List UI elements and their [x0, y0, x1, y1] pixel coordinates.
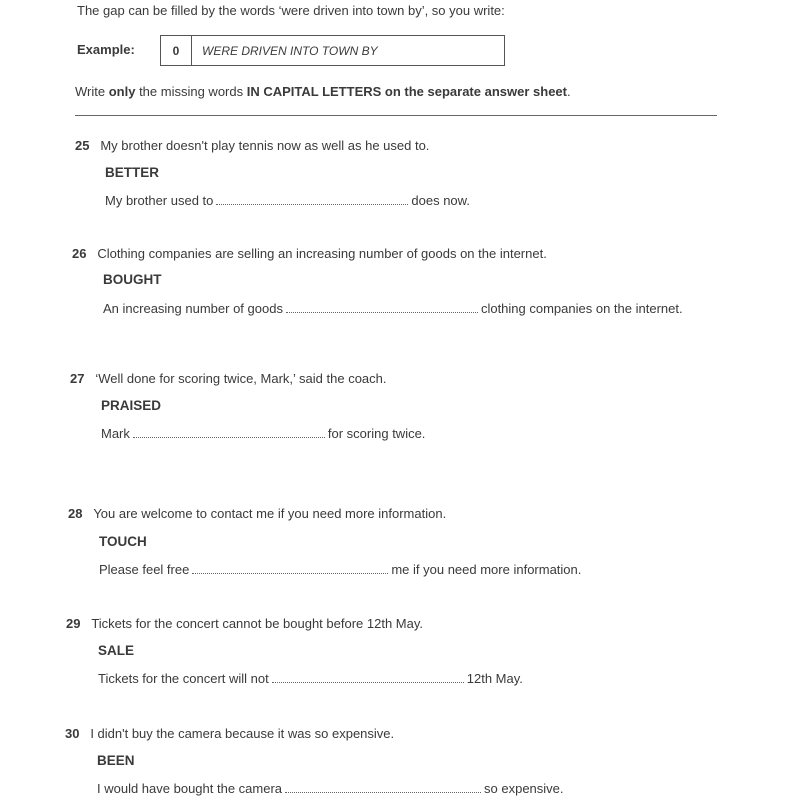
- intro-text: The gap can be filled by the words ‘were driven into town by’, so you write:: [77, 3, 505, 18]
- keyword: SALE: [98, 643, 135, 658]
- example-label: Example:: [77, 42, 135, 57]
- question-26: [72, 246, 547, 261]
- answer-line: I would have bought the camera so expensive.: [97, 781, 564, 796]
- question-29: [66, 616, 423, 631]
- keyword: BETTER: [105, 165, 159, 180]
- answer-gap: [216, 194, 408, 205]
- answer-line: My brother used to does now.: [105, 193, 470, 208]
- divider: [75, 115, 717, 116]
- answer-line: Tickets for the concert will not 12th May.: [98, 671, 523, 686]
- example-number: 0: [161, 36, 192, 65]
- answer-gap: [285, 782, 481, 793]
- instruction-text: Write only the missing words IN CAPITAL LETTERS on the separate answer sheet.: [75, 84, 571, 99]
- answer-gap: [133, 427, 325, 438]
- question-28: [68, 506, 446, 521]
- example-box: [160, 35, 505, 66]
- question-number: 25: [75, 138, 90, 153]
- question-sentence: ‘Well done for scoring twice, Mark,’ said the coach.: [95, 371, 387, 386]
- question-sentence: Clothing companies are selling an increasing number of goods on the internet.: [97, 246, 547, 261]
- answer-line: Please feel free me if you need more information.: [99, 562, 582, 577]
- answer-gap: [272, 672, 464, 683]
- question-sentence: You are welcome to contact me if you need more information.: [93, 506, 447, 521]
- answer-gap: [192, 563, 388, 574]
- question-27: [70, 371, 387, 386]
- question-number: 28: [68, 506, 83, 521]
- question-30: [65, 726, 394, 741]
- question-number: 29: [66, 616, 81, 631]
- keyword: BEEN: [97, 753, 135, 768]
- question-25: [75, 138, 429, 153]
- question-number: 30: [65, 726, 80, 741]
- keyword: TOUCH: [99, 534, 147, 549]
- answer-line: An increasing number of goods clothing companies on the internet.: [103, 301, 683, 316]
- keyword: PRAISED: [101, 398, 162, 413]
- example-answer: WERE DRIVEN INTO TOWN BY: [202, 43, 378, 58]
- question-sentence: I didn't buy the camera because it was so expensive.: [90, 726, 395, 741]
- question-sentence: Tickets for the concert cannot be bought before 12th May.: [91, 616, 424, 631]
- question-number: 26: [72, 246, 87, 261]
- answer-line: Mark for scoring twice.: [101, 426, 426, 441]
- keyword: BOUGHT: [103, 272, 162, 287]
- question-number: 27: [70, 371, 85, 386]
- question-sentence: My brother doesn't play tennis now as well as he used to.: [100, 138, 430, 153]
- answer-gap: [286, 302, 478, 313]
